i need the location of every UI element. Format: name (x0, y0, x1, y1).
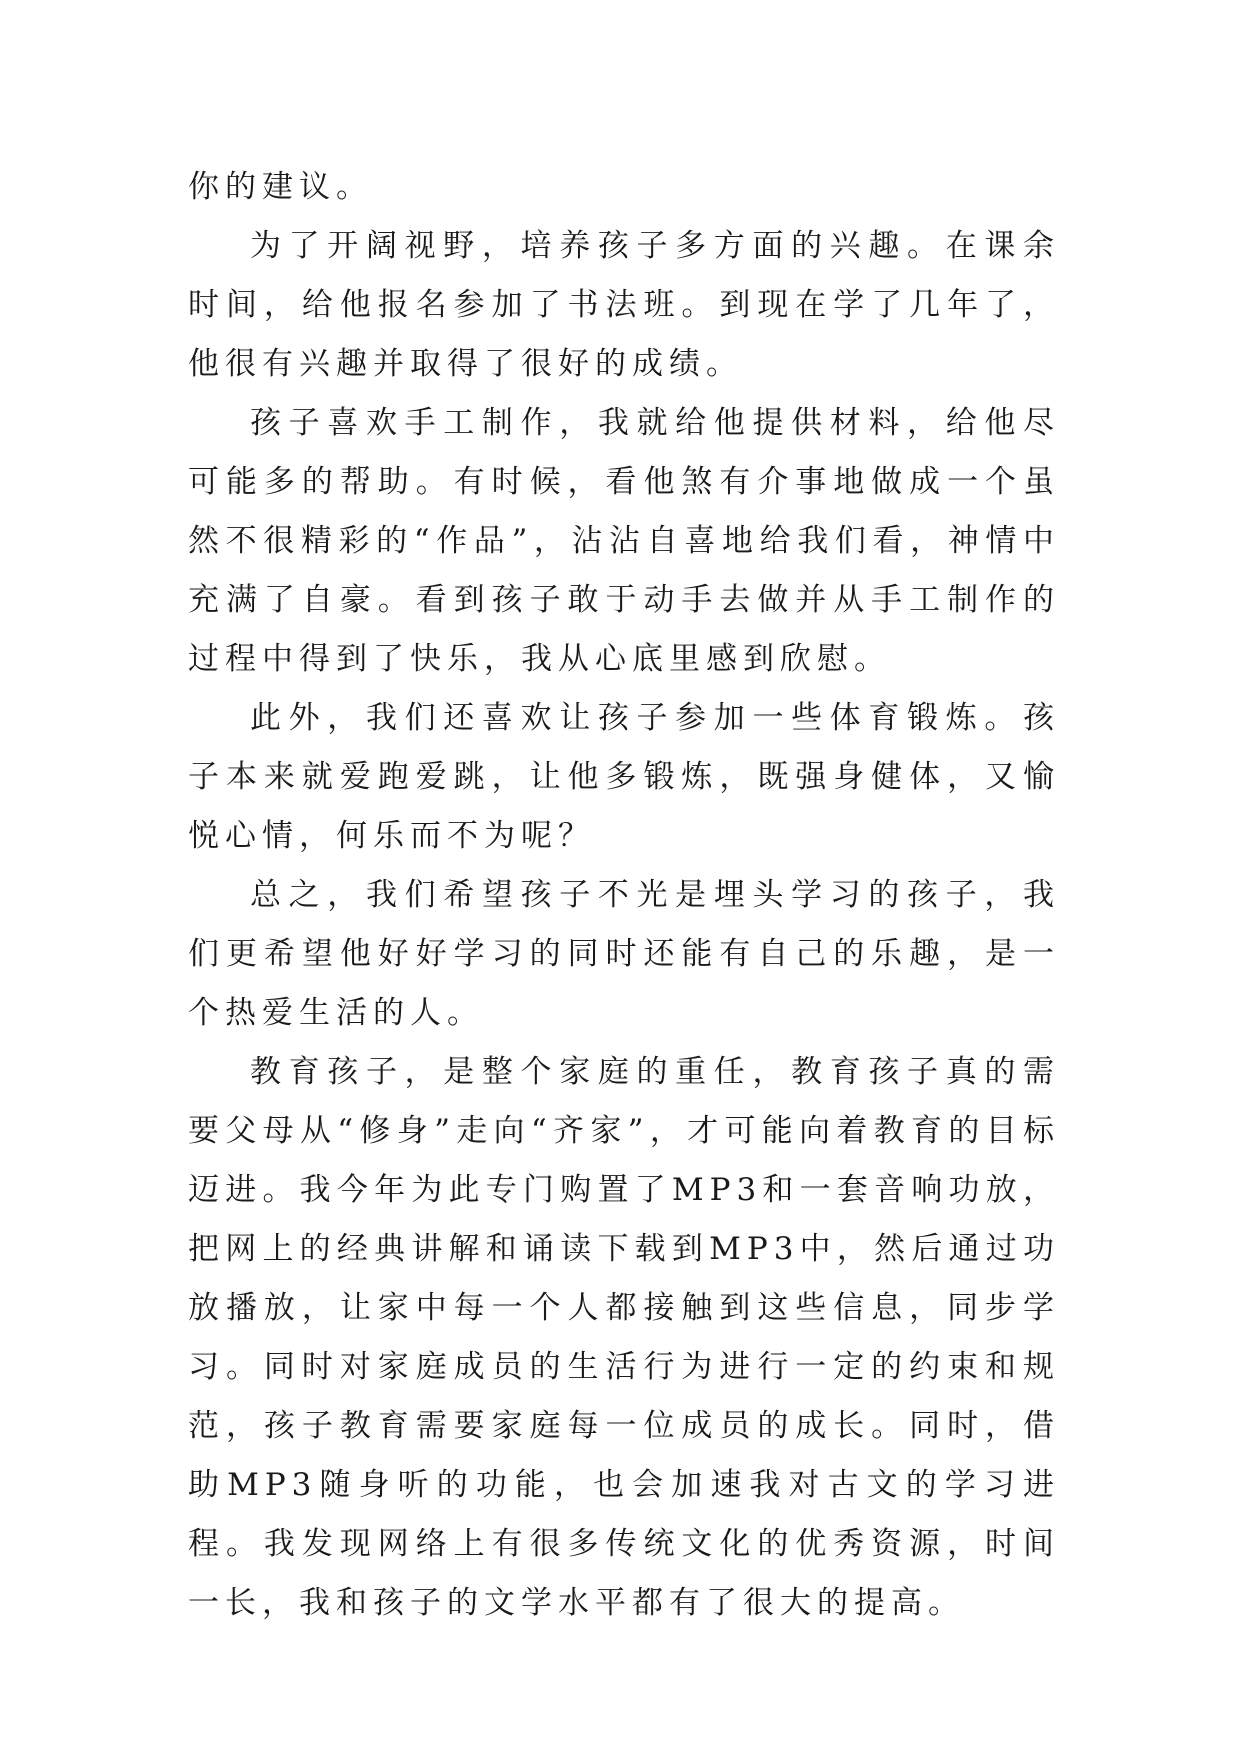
paragraph-handicraft: 孩子喜欢手工制作，我就给他提供材料，给他尽可能多的帮助。有时候，看他煞有介事地做成一个虽然不很精彩的“作品”，沾沾自喜地给我们看，神情中充满了自豪。看到孩子敢于动手去做并从手工制作的过程中得到了快乐，我从心底里感到欣慰。 (188, 405, 1060, 677)
document-body (188, 158, 1060, 1633)
paragraph-summary: 总之，我们希望孩子不光是埋头学习的孩子，我们更希望他好好学习的同时还能有自己的乐趣，是一个热爱生活的人。 (188, 877, 1060, 1031)
paragraph-continuation: 你的建议。 (188, 169, 373, 205)
paragraph-calligraphy: 为了开阔视野，培养孩子多方面的兴趣。在课余时间，给他报名参加了书法班。到现在学了几年了，他很有兴趣并取得了很好的成绩。 (188, 228, 1060, 382)
paragraph-family-education: 教育孩子，是整个家庭的重任，教育孩子真的需要父母从“修身”走向“齐家”，才可能向着教育的目标迈进。我今年为此专门购置了MP3和一套音响功放，把网上的经典讲解和诵读下载到MP3中，然后通过功放播放，让家中每一个人都接触到这些信息，同步学习。同时对家庭成员的生活行为进行一定的约束和规范，孩子教育需要家庭每一位成员的成长。同时，借助MP3随身听的功能，也会加速我对古文的学习进程。我发现网络上有很多传统文化的优秀资源，时间一长，我和孩子的文学水平都有了很大的提高。 (188, 1054, 1060, 1621)
paragraph-sports: 此外，我们还喜欢让孩子参加一些体育锻炼。孩子本来就爱跑爱跳，让他多锻炼，既强身健体，又愉悦心情，何乐而不为呢？ (188, 700, 1060, 854)
